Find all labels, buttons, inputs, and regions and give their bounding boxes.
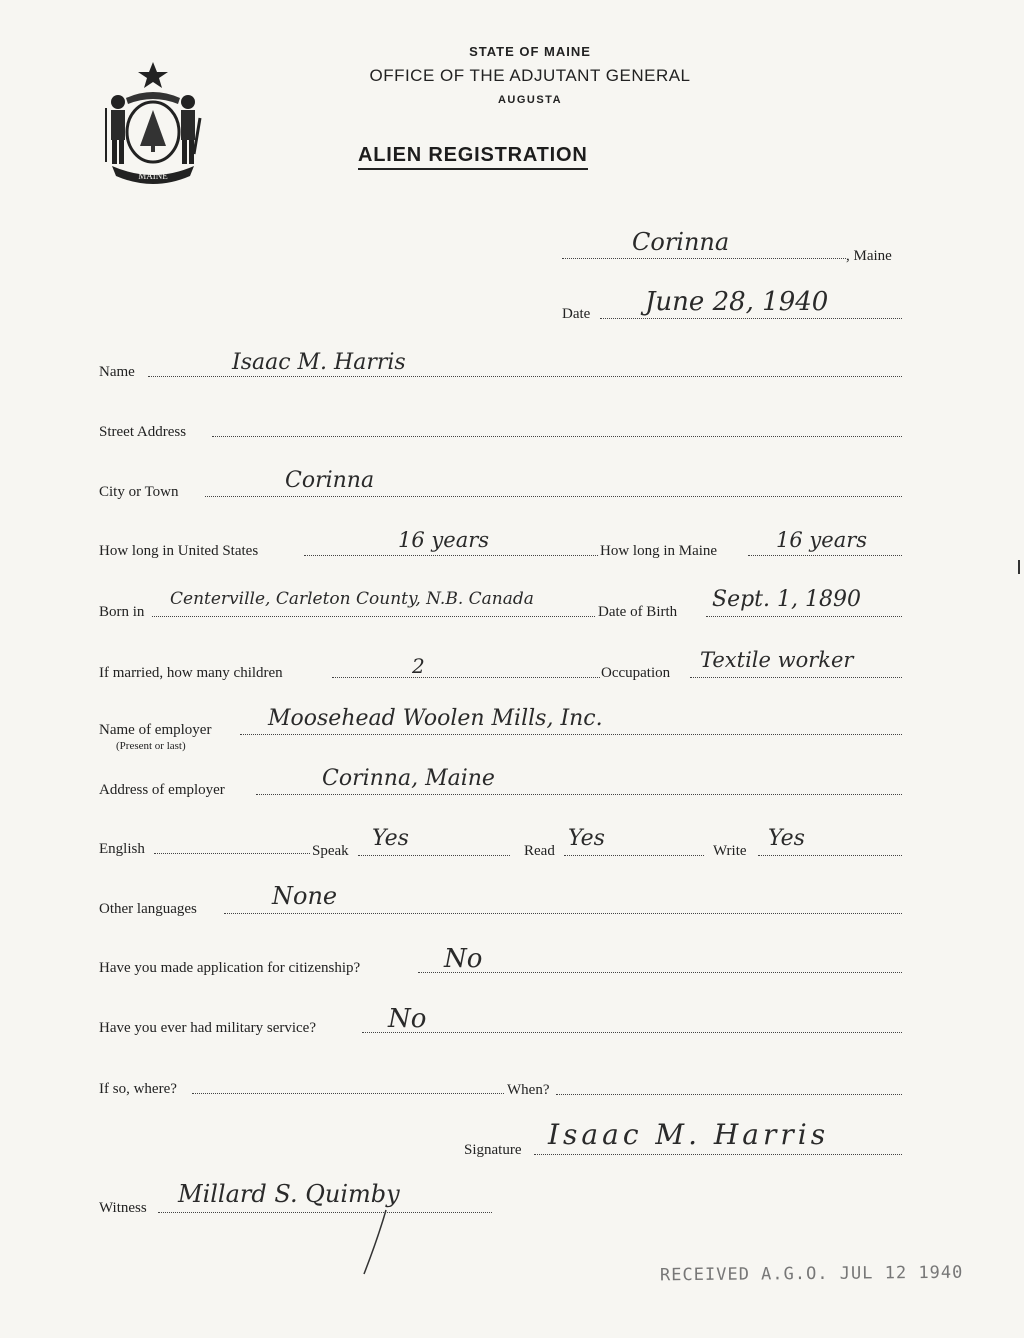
read-label: Read	[524, 843, 555, 859]
witness-value[interactable]: Millard S. Quimby	[178, 1180, 400, 1208]
name-line	[148, 376, 902, 377]
how-long-maine-label: How long in Maine	[600, 543, 718, 559]
maine-label: , Maine	[846, 248, 892, 264]
citizenship-line	[418, 972, 902, 973]
how-long-maine-line	[748, 555, 902, 556]
employer-sublabel: (Present or last)	[116, 740, 186, 752]
date-of-birth-label: Date of Birth	[598, 604, 678, 620]
how-long-us-value[interactable]: 16 years	[398, 528, 490, 552]
occupation-value[interactable]: Textile worker	[700, 648, 854, 672]
children-value[interactable]: 2	[412, 654, 425, 678]
where-line	[192, 1093, 504, 1094]
employer-address-value[interactable]: Corinna, Maine	[322, 766, 495, 791]
when-line	[556, 1094, 902, 1095]
how-long-us-line	[304, 555, 598, 556]
write-label: Write	[713, 843, 747, 859]
speak-label: Speak	[312, 843, 349, 859]
other-languages-value[interactable]: None	[272, 882, 338, 910]
employer-value[interactable]: Moosehead Woolen Mills, Inc.	[268, 706, 603, 731]
witness-label: Witness	[99, 1200, 147, 1216]
citizenship-label: Have you made application for citizenship?	[99, 960, 361, 976]
military-label: Have you ever had military service?	[99, 1020, 316, 1036]
occupation-line	[690, 677, 902, 678]
citizenship-value[interactable]: No	[444, 944, 483, 974]
military-line	[362, 1032, 902, 1033]
employer-address-line	[256, 794, 902, 795]
date-line	[600, 318, 902, 319]
how-long-maine-value[interactable]: 16 years	[776, 528, 868, 552]
seal-text: MAINE	[138, 171, 168, 181]
write-value[interactable]: Yes	[768, 826, 805, 851]
state-heading: STATE OF MAINE	[469, 44, 591, 59]
date-value[interactable]: June 28, 1940	[645, 287, 829, 317]
occupation-label: Occupation	[601, 665, 671, 681]
name-value[interactable]: Isaac M. Harris	[232, 350, 406, 375]
born-in-line	[152, 616, 595, 617]
date-label: Date	[562, 306, 591, 322]
city-town-value[interactable]: Corinna	[285, 468, 375, 493]
signature-value[interactable]: Isaac M. Harris	[548, 1118, 830, 1151]
city-town-line	[205, 496, 902, 497]
received-stamp: RECEIVED A.G.O. JUL 12 1940	[659, 1262, 964, 1286]
children-line	[332, 677, 600, 678]
children-label: If married, how many children	[99, 665, 283, 681]
english-label: English	[99, 841, 145, 857]
read-value[interactable]: Yes	[568, 826, 605, 851]
date-of-birth-line	[706, 616, 902, 617]
city-heading: AUGUSTA	[497, 94, 563, 106]
employer-address-label: Address of employer	[99, 782, 225, 798]
speak-value[interactable]: Yes	[372, 826, 409, 851]
office-heading: OFFICE OF THE ADJUTANT GENERAL	[369, 66, 691, 85]
witness-pen-stroke	[360, 1208, 390, 1278]
signature-label: Signature	[464, 1142, 522, 1158]
military-value[interactable]: No	[388, 1004, 427, 1034]
name-label: Name	[99, 364, 135, 380]
street-label: Street Address	[99, 424, 187, 440]
edge-mark	[1018, 560, 1020, 574]
how-long-us-label: How long in United States	[99, 543, 259, 559]
signature-line	[534, 1154, 902, 1155]
other-languages-label: Other languages	[99, 901, 197, 917]
english-line	[154, 853, 310, 854]
employer-label: Name of employer	[99, 722, 212, 738]
write-line	[758, 855, 902, 856]
date-of-birth-value[interactable]: Sept. 1, 1890	[712, 587, 861, 612]
form-title: ALIEN REGISTRATION	[358, 144, 588, 170]
speak-line	[358, 855, 510, 856]
maine-state-seal-icon	[98, 58, 208, 186]
other-languages-line	[224, 913, 902, 914]
town-value[interactable]: Corinna	[632, 228, 730, 256]
born-in-value[interactable]: Centerville, Carleton County, N.B. Canada	[170, 589, 534, 609]
read-line	[564, 855, 704, 856]
employer-line	[240, 734, 902, 735]
town-line	[562, 258, 846, 259]
where-label: If so, where?	[99, 1081, 177, 1097]
street-line	[212, 436, 902, 437]
city-town-label: City or Town	[99, 484, 179, 500]
witness-line	[158, 1212, 492, 1213]
born-in-label: Born in	[99, 604, 145, 620]
when-label: When?	[507, 1082, 550, 1098]
